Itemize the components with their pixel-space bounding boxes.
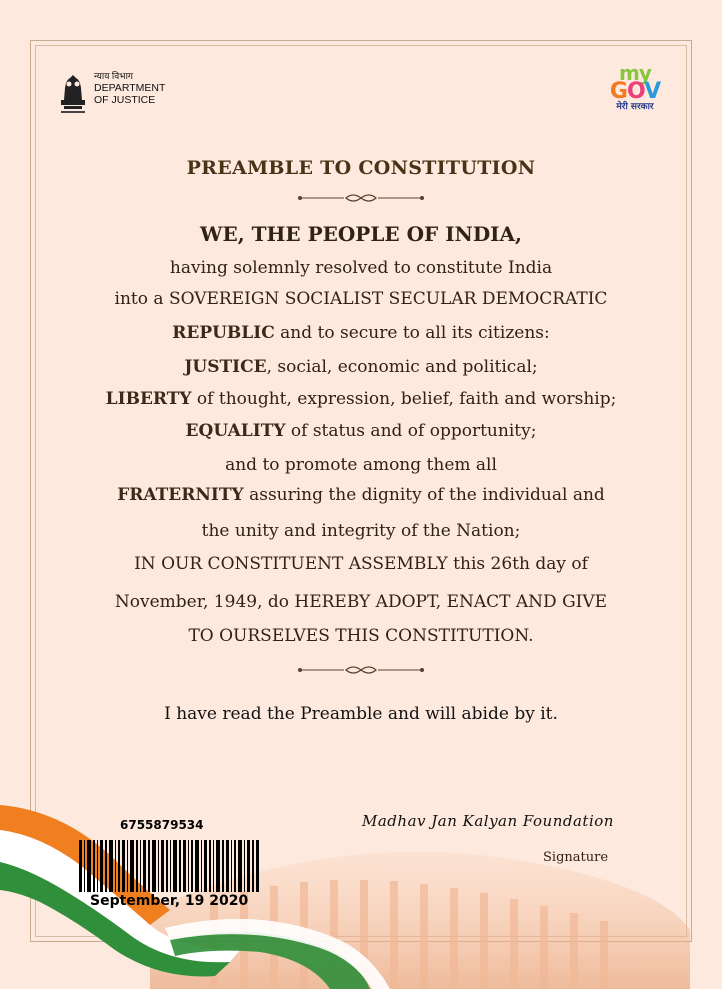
foundation-signature: Madhav Jan Kalyan Foundation <box>362 812 614 830</box>
issue-date: September, 19 2020 <box>90 893 249 909</box>
mygov-my-text: my <box>619 61 651 85</box>
preamble-line: November, 1949, do HEREBY ADOPT, ENACT AND GIVE <box>114 592 608 612</box>
pledge-statement: I have read the Preamble and will abide by it. <box>164 704 558 724</box>
department-label-line1: DEPARTMENT <box>94 82 166 94</box>
barcode-number: 6755879534 <box>120 818 204 832</box>
preamble-line: the unity and integrity of the Nation; <box>201 521 521 541</box>
ornament-divider-icon <box>296 192 426 204</box>
preamble-line: TO OURSELVES THIS CONSTITUTION. <box>188 626 534 646</box>
ornament-divider-icon <box>296 664 426 676</box>
department-of-justice-logo <box>58 70 165 116</box>
page-title: PREAMBLE TO CONSTITUTION <box>186 157 536 179</box>
signature-label: Signature <box>543 850 609 865</box>
mygov-logo <box>600 61 670 113</box>
preamble-line: IN OUR CONSTITUENT ASSEMBLY this 26th day of <box>134 554 588 574</box>
preamble-line: into a SOVEREIGN SOCIALIST SECULAR DEMOCRATIC <box>114 289 608 309</box>
preamble-line: having solemnly resolved to constitute India <box>169 258 553 278</box>
barcode-icon <box>79 840 261 892</box>
preamble-line: FRATERNITY assuring the dignity of the individual and <box>117 485 605 505</box>
preamble-opening: WE, THE PEOPLE OF INDIA, <box>199 222 523 246</box>
hindi-department-label: न्याय विभाग <box>94 71 133 81</box>
preamble-line: and to promote among them all <box>225 455 497 475</box>
preamble-line: LIBERTY of thought, expression, belief, faith and worship; <box>105 389 617 409</box>
national-emblem-icon <box>58 70 88 116</box>
department-label-line2: OF JUSTICE <box>94 94 156 106</box>
preamble-line: REPUBLIC and to secure to all its citizens: <box>172 323 550 343</box>
preamble-line: EQUALITY of status and of opportunity; <box>185 421 537 441</box>
mygov-hindi-text: मेरी सरकार <box>616 102 654 112</box>
mygov-gov-text: GOV <box>609 79 661 104</box>
preamble-line: JUSTICE, social, economic and political; <box>184 357 538 377</box>
